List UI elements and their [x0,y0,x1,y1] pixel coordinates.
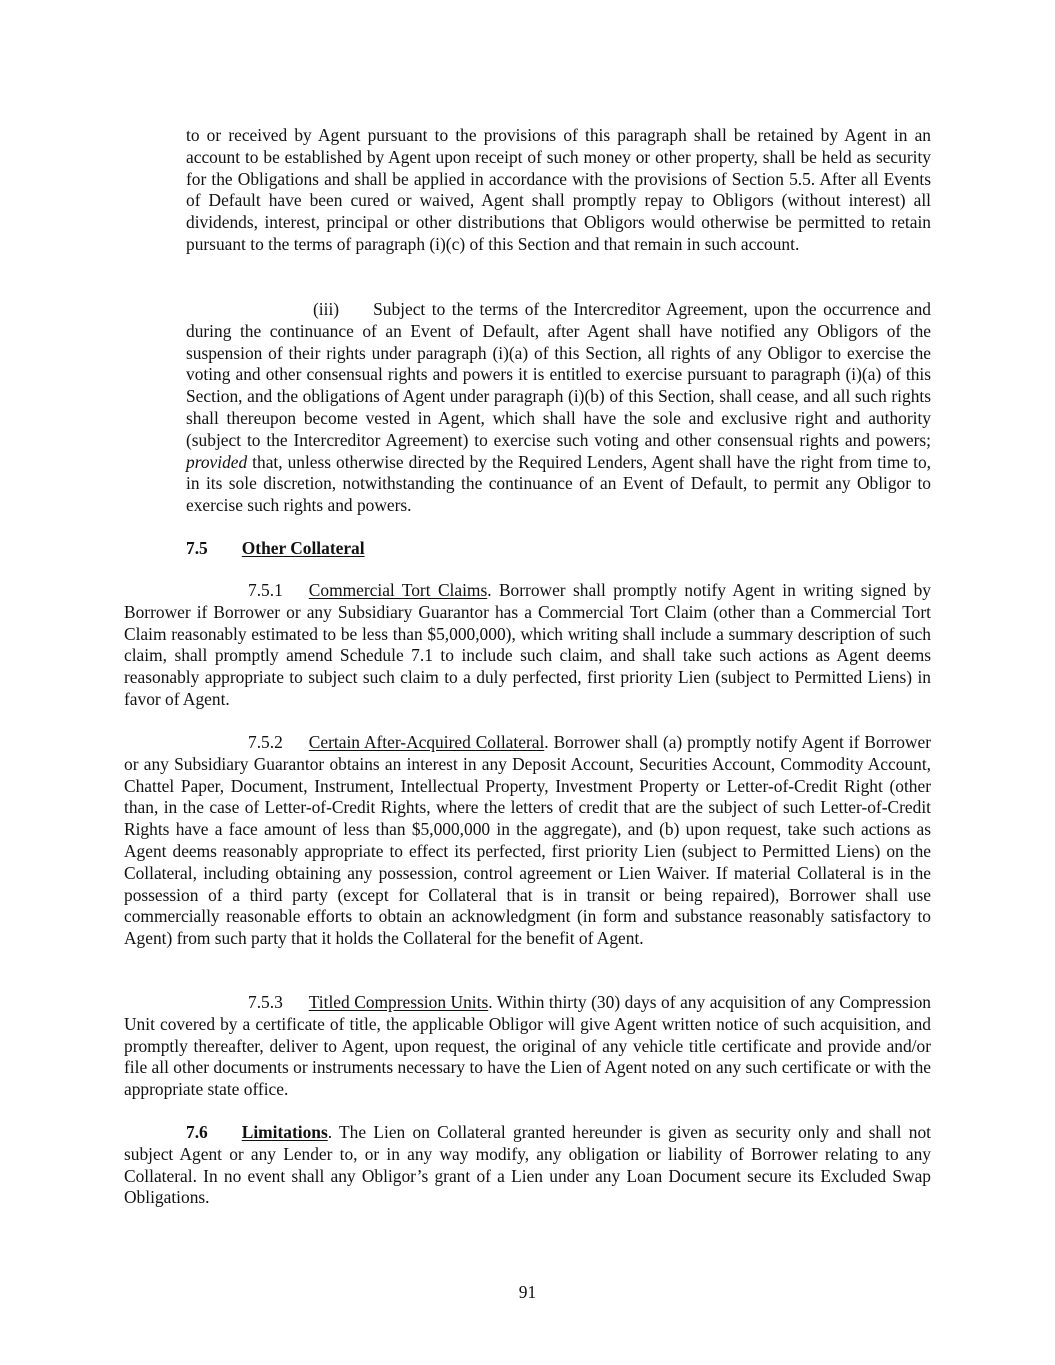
section-7-5-1-number: 7.5.1 [248,580,283,600]
paragraph-iii-text-start: Subject to the terms of the Intercreditor Agreement, upon the occurrence and during the continuance of an Event of Default, after Agent shall have notified any Obligors of the suspension of their rights under paragraph (i)(a) of this Section, all rights of any Obligor to exercise the voting and other consensual rights and powers it is entitled to exercise pursuant to paragraph (i)(a) of this Section, and the obligations of Agent under paragraph (i)(b) of this Section, shall cease, and all such rights shall thereupon become vested in Agent, which shall have the sole and exclusive right and authority (subject to the Intercreditor Agreement) to exercise such voting and other consensual rights and powers; [186,299,931,450]
section-7-5-3-text: . Within thirty (30) days of any acquisition of any Compression Unit covered by a certificate of title, the applicable Obligor will give Agent written notice of such acquisition, and promptly thereafter, deliver to Agent, upon request, the original of any vehicle title certificate and provide and/or file all other documents or instruments necessary to have the Lien of Agent noted on any such certificate or with the appropriate state office. [124,992,931,1100]
section-7-5-1-title: Commercial Tort Claims [308,580,488,600]
section-7-5-3-number: 7.5.3 [248,992,283,1012]
section-7-5-3-title: Titled Compression Units [308,992,489,1012]
section-7-5-2-text: . Borrower shall (a) promptly notify Agent if Borrower or any Subsidiary Guarantor obtains an interest in any Deposit Account, Securities Account, Commodity Account, Chattel Paper, Document, Instrument, Intellectual Property, Investment Property or Letter-of-Credit Right (other than, in the case of Letter-of-Credit Rights, where the letters of credit that are the subject of such Letter-of-Credit Rights have a face amount of less than $5,000,000 in the aggregate), and (b) upon request, take such actions as Agent deems reasonably appropriate to effect its perfected, first priority Lien (subject to Permitted Liens) on the Collateral, including obtaining any possession, control agreement or Lien Waiver. If material Collateral is in the possession of a third party (except for Collateral that is in transit or being repaired), Borrower shall use commercially reasonable efforts to obtain an acknowledgment (in form and substance reasonably satisfactory to Agent) from such party that it holds the Collateral for the benefit of Agent. [124,732,931,949]
paragraph-iii-text-end: that, unless otherwise directed by the Required Lenders, Agent shall have the right from time to, in its sole discretion, notwithstanding the continuance of an Event of Default, to permit any Obligor to exercise such rights and powers. [186,451,931,516]
section-7-5-3-paragraph [124,992,931,1101]
paragraph-carryover: to or received by Agent pursuant to the provisions of this paragraph shall be retained by Agent in an account to be established by Agent upon receipt of such money or other property, shall be held as security for the Obligations and shall be applied in accordance with the provisions of Section 5.5. After all Events of Default have been cured or waived, Agent shall promptly repay to Obligors (without interest) all dividends, interest, principal or other distributions that Obligors would otherwise be permitted to retain pursuant to the terms of paragraph (i)(c) of this Section and that remain in such account. [186,125,931,254]
paragraph-iii-italic-provided: provided [186,451,248,472]
paragraph-iii [186,299,931,517]
page-number: 91 [518,1282,537,1302]
section-7-6-paragraph [124,1122,931,1209]
section-7-5-1-text: . Borrower shall promptly notify Agent in writing signed by Borrower if Borrower or any Subsidiary Guarantor has a Commercial Tort Claim (other than a Commercial Tort Claim reasonably estimated to be less than $5,000,000), which writing shall include a summary description of such claim, shall promptly amend Schedule 7.1 to include such claim, and shall take such actions as Agent deems reasonably appropriate to subject such claim to a duly perfected, first priority Lien (subject to Permitted Liens) in favor of Agent. [124,580,931,709]
section-7-6-number: 7.6 [186,1122,208,1142]
section-7-5-title: Other Collateral [241,538,365,558]
section-7-5-2-title: Certain After-Acquired Collateral [308,732,545,752]
paragraph-iii-number: (iii) [313,299,340,319]
section-7-6-title: Limitations [241,1122,328,1142]
section-7-5-number: 7.5 [186,538,208,558]
section-7-5-heading [186,538,365,560]
section-7-5-1-paragraph [124,580,931,711]
section-7-5-2-paragraph [124,732,931,950]
section-7-6-text: . The Lien on Collateral granted hereunder is given as security only and shall not subject Agent or any Lender to, or in any way modify, any obligation or liability of Borrower relating to any Collateral. In no event shall any Obligor’s grant of a Lien under any Loan Document secure its Excluded Swap Obligations. [124,1122,931,1208]
section-7-5-2-number: 7.5.2 [248,732,283,752]
